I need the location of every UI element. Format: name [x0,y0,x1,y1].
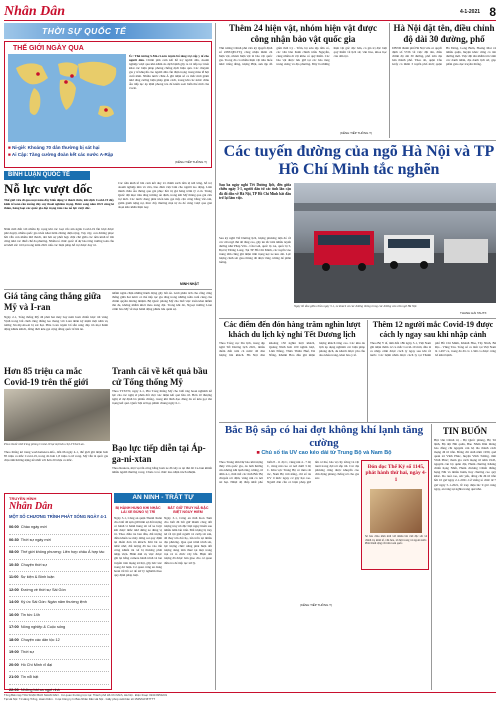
commentary-source: MINH NHẬT [180,282,200,286]
security-band-title: AN NINH - TRẬT TỰ [132,494,194,501]
tv-row [9,560,109,573]
sea-box [361,460,429,570]
tv-program: Chuyện các dân tộc 12 [20,637,60,642]
world-today-text: Úc: Thủ tướng S.Mô-ri-xơn tuyên bố tăng trợ cấp y tế cho người dân. Chính phủ cam kết hỗ trợ người dân, doanh nghiệp vượt qua khó khăn do dịch bệnh gây ra và tiếp tục triển khai các biện pháp phòng chống dịch hiệu quả. Các chuyên gia y tế khuyến cáo người dân cần thận trọng trong mùa lễ hội cuối năm. Nhiều nước châu Á ghi nhận số ca mắc mới giảm nhờ tăng cường biện pháp giãn cách, trong khi các nước châu Âu tiếp tục áp lệnh phong tỏa để kiểm soát biến thể mới của vi-rút. [129,54,209,91]
storm-title: Bạo lực tiếp diễn tại Áp-ga-ni-xtan [112,443,206,464]
hero-body: Sau kỳ nghỉ Tết Dương lịch, lượng phương tiện đổ về các cửa ngõ thủ đô tăng cao, gây ùn tắc trên nhiều tuyến đường như Pháp Vân - Cầu Giẽ, quốc lộ 1A, quốc lộ 5, Đại lộ Thăng Long. Tại TP Hồ Chí Minh, các tuyến vào trung tâm cũng ghi nhận tình trạng kẹt xe kéo dài. Lực lượng cảnh sát giao thông đã được tăng cường để phân luồng. [219,236,291,265]
tourism-title: Các điểm đến đón hàng trăm nghìn lượt khách du lịch kỳ nghỉ Tết Dương lịch [223,320,361,339]
tv-row [9,572,109,585]
artifact-body: Thủ tướng Chính phủ vừa ký Quyết định số 2283/QĐ-TTg công nhận thêm 24 hiện vật, nhóm hiện vật là bảo vật quốc gia. Trong đó có nhiều hiện vật tiêu biểu như: trống đồng, tượng Phật, sưu tập đồ gốm thời Lý - Trần, bộ sưu tập tiền cổ, các văn bản hành chính triều Nguyễn, cùng nhiều di vật khảo cổ quý hiếm. Các bảo vật được lưu giữ tại các bảo tàng trung ương và địa phương. Đây là những hiện vật gốc độc bản, có giá trị đặc biệt quý hiếm về lịch sử, văn hóa, khoa học của dân tộc. [219,46,387,67]
trump-title: Tranh cãi về kết quả bầu cử Tổng thống Mỹ [112,366,208,387]
security-item2-title: BẮT GIỮ TRUY NÃ ĐẶC BIỆT NGUY HIỂM [167,506,209,515]
tv-program: Ký ức Sài Gòn: Ngàn năm thường lệnh [20,600,87,604]
page-number: 8 [489,5,496,19]
hanoi-body: UBND thành phố Hà Nội vừa có quyết định số 5726 về việc đặt tên, điều chỉnh độ dài 30 đường, phố trên địa bàn thành phố. Theo đó, quận Cầu Giấy có thêm 3 tuyến phố mới; quận Hà Đông, Long Biên, Hoàng Mai và nhiều quận, huyện khác cũng có tên đường mới. Việc đặt tên nhằm tôn vinh các danh nhân, địa danh lịch sử, góp phần giáo dục truyền thống. [392,46,496,67]
world-bottom-line-1: Ni-giê: Khoảng 70 dân thường bị sát hại [12,145,100,150]
world-bullet-1: Úc: Thủ tướng S.Mô-ri-xơn tuyên bố tăng trợ cấp y tế cho người dân. [129,54,209,63]
world-today-title: THẾ GIỚI NGÀY QUA [13,45,84,52]
vert-divider-2 [389,23,390,138]
commentary-body: Năm mới đến với nhiều hy vọng khi các loại vắc-xin ngừa Covid-19 lần lượt được phê duyệt, nhiều quốc gia triển khai tiêm chủng diện rộng. Tuy vậy, con đường phục hồi vẫn còn nhiều thử thách, đòi hỏi sự phối hợp chặt chẽ giữa các nền kinh tế lớn cũng như các thiết chế đa phương. Nhiều tổ chức quốc tế dự báo tăng trưởng toàn cầu sẽ khởi sắc trở lại trong năm 2021 nếu các biện pháp hỗ trợ được duy trì. [4,227,114,248]
vert-divider-3 [367,320,368,422]
world-today-source: (KÊNH TIẾP THÔNG T) [175,160,207,164]
hk-title: Hơn 85 triệu ca mắc Covid-19 trên thế giới [4,366,89,387]
tv-time: 12:00 [9,587,19,592]
divider-4 [219,422,496,423]
tv-time: 17:00 [9,625,19,629]
tv-logo: Nhân Dân [9,501,53,512]
tv-program: Nông nghiệp & Cuộc sống [20,625,66,629]
hk-caption: Phun thuốc khử trùng phòng Covid-19 tại một khu chợ ở Thái Lan. [4,442,85,446]
footer-rule [4,692,496,693]
tv-time: 20:00 [9,662,19,667]
brief-title: TIN BUỔN [442,426,488,436]
tv-time: 19:00 [9,650,19,654]
tv-time: 10:30 [9,562,19,567]
tv-row [9,597,109,610]
hanoi-title: Hà Nội đặt tên, điều chỉnh độ dài 30 đường, phố [393,23,495,44]
masthead-logo: Nhân Dân [4,4,66,19]
world-today-box [4,41,212,168]
hk-body: Theo thống kê trang worldometers.info, đến 6h ngày 4-1, thế giới ghi nhận hơn 85 triệu ca mắc Covid-19, trong đó hơn 1,8 triệu ca tử vong. Mỹ vẫn là quốc gia chịu ảnh hưởng nặng nề nhất với hơn 20 triệu ca mắc. [4,450,108,463]
oil-body: Ngày 2-1, Tổng thống Mỹ đã phái hai máy bay ném bom chiến lược tới vùng Vịnh trong bối cảnh căng thẳng leo thang với I-ran nhân kỷ niệm một năm vụ tướng Xô-lây-ma-ni bị sát hại. Phía I-ran tuyên bố sẵn sàng đáp trả mọi hành động khiêu khích, đồng thời kêu gọi cộng đồng quốc tế lên án. [4,315,108,332]
hk-photo [4,389,110,441]
hero-source: THANH HẢI TAUTX [460,311,487,315]
hero-title: Các tuyến đường của ngõ Hà Nội và TP Hồ Chí Minh tắc nghẽn [223,143,495,178]
security-item2-body: Ngày 3-1, Công an tỉnh Kon Tum cho biết đã bắt giữ thành công đối tượng truy nã đặc biệt nguy hiểm sau nhiều năm lẩn trốn. Đối tượng bị truy nã về tội giết người và cướp tài sản, đã thay tên đổi họ, lẩn trốn tại nhiều địa phương. Qua quá trình trinh sát, lực lượng chức năng phát hiện đối tượng đang làm thuê tại một trang trại và tổ chức vây bắt. Hiện đối tượng đã được bàn giao cho cơ quan điều tra để tiếp tục xử lý. [164,516,212,565]
commentary-band: BÌNH LUẬN QUỐC TẾ [4,171,90,180]
world-bottom-line-2: Ai Cập: Tăng cường đoàn kết các nước A-Rập [11,152,114,157]
sea-box-title: Đón đọc Thế Kỷ số 1145, phát hành thứ hai, ngày 4-1 [365,464,427,483]
storm-body: Theo Reuters, một vụ tấn công bằng bom xe đã xảy ra tại thủ đô Ca-bun khiến nhiều người thương vong. Chưa có tổ chức nào nhận trách nhiệm. [112,466,212,475]
tv-program: Hồ Chí Minh vĩ đại [20,662,53,667]
section-bar [4,23,212,39]
footer-line-2: Tại Hà Nội: 71 Hàng Trống, Hoàn Kiếm · In tại Công ty In Báo Nhân Dân Hà Nội · Giấy phép xuất bản số 1545/GP-BTTTT [4,698,156,701]
tv-time: 06:30 [9,537,19,542]
tv-schedule-box [4,493,112,690]
tv-time: 08:00 [9,550,19,554]
vert-divider-4 [431,424,432,690]
artifact-title: Thêm 24 hiện vật, nhóm hiện vật được công nhận bảo vật quốc gia [229,23,377,44]
world-map [8,54,126,142]
tv-sub: TRUYỀN HÌNH [9,496,37,501]
commentary-lead: Thế giới vừa đi qua một năm đầy biến động vì thách thức, khi dịch Covid-19 đẩy kinh tế toàn cầu xuống đáy suy thoái nghiêm trọng. Bước sang năm 2021 cùng kì thâm, hàng loạt các quốc gia đặt trọng tâm vào nỗ lực vượt dốc. [4,198,114,211]
tv-row [9,610,109,623]
tv-time: 11:00 [9,575,19,579]
north-body: Theo Trung tâm Dự báo khí tượng thủy văn quốc gia, do ảnh hưởng của không khí lạnh tăng cường, từ đêm 4-1, thời tiết các tỉnh Bắc Bộ chuyển rét đậm, vùng núi có nơi rét hại. Nhiệt độ thấp nhất phổ biến 8 - 11 độ C, vùng núi 4 - 7 độ C, vùng núi cao có nơi dưới 3 độ C. Khu vực Trung Bộ có mưa rải rác, Nam Bộ trời nắng, chỉ số tia UV ở mức nguy cơ gây hại cao. Người dân cần có biện pháp giữ ấm cơ thể, bảo vệ cây trồng và vật nuôi trong đợt rét sắp tới. Các địa phương cũng được khuyến cáo chủ động phòng chống rét cho gia súc. [219,460,359,485]
security-item1-title: BỊ HÀNH HUNG KHI NHẮC LÁI XE ĐÚNG VỊ TRÍ [115,506,161,515]
north-sub: ■ Chủ số tia UV cao kéo dài từ Trung Bộ và Nam Bộ [256,450,392,456]
tv-row [9,647,109,660]
security-band [114,493,212,503]
hero-photo-graphic [294,183,496,303]
tv-time: 16:00 [9,612,19,617]
tv-heading: MỘT SỐ CHƯƠNG TRÌNH PHÁT SÓNG NGÀY 4-1 [9,514,107,519]
security-item1-body: Ngày 3-1, Công an quận Thanh Xuân cho biết đã tạm giữ hình sự đối tượng có hành vi hành hung tài xế xe buýt khi được nhắc nhở dừng xe đúng vị trí. Theo điều tra ban đầu, đối tượng điều khiển xe máy dừng sai quy định tại điểm đón trả khách. Khi lái xe nhắc nhở, đối tượng đã lao vào tấn công khiến tài xế bị thương phải nhập viện. Hình ảnh vụ việc được ghi lại bằng camera hành trình và lan truyền trên mạng xã hội, gây bức xúc trong dư luận. Cơ quan công an đang hoàn tất hồ sơ để xử lý nghiêm theo quy định pháp luật. [114,516,162,577]
hero-caption: Ngày tết đầu giữa chiều ngày 3-1, xe khách và các đường thông trong các đường vào cửa ngõ Hà Nội. [294,304,418,308]
artifact-source: (KÊNH TIẾP THÔNG T) [340,131,372,135]
sea-box-text: Số báo chào năm mới với nhiều bài viết đặc sắc về chính trị, kinh tế, văn hóa, xã hội trong và ngoài nước. Phát hành rộng rãi trên toàn quốc. [365,535,427,545]
tv-row [9,622,109,635]
tv-time: 14:00 [9,600,19,604]
hero-photo [294,183,496,303]
section-title: THỜI SỰ QUỐC TẾ [42,26,127,36]
tv-row [9,547,109,560]
tv-row [9,660,109,673]
masthead [4,4,496,21]
north-sub-text: Chủ số tia UV cao kéo dài từ Trung Bộ và Nam Bộ [261,450,392,456]
sea-box-cover [370,489,422,533]
tv-time: 18:00 [9,637,19,642]
tv-time: 21:00 [9,675,19,679]
commentary-col2: Các nền kinh tế lớn cam kết duy trì chính sách tiền tệ nới lỏng, hỗ trợ doanh nghiệp nhỏ và vừa, bảo đảm việc làm cho người lao động. Liên minh châu Âu thông qua gói phục hồi trị giá hàng trăm tỷ ơ-rô. Trung Quốc đặt mục tiêu tăng trưởng ổn định, trong khi Mỹ thông qua gói cứu trợ mới. Các nước đang phát triển kêu gọi tiếp cận công bằng vắc-xin, giảm gánh nặng nợ, thúc đẩy thương mại tự do để cùng vượt qua giai đoạn khó khăn hiện nay. [118,181,212,210]
tv-rows [9,522,109,696]
north-title: Bắc Bộ sắp có hai đợt không khí lạnh tăng cường [224,424,424,449]
tv-row [9,522,109,535]
oil-col2: nhằm ngăn chặn những hành động gây bất ổn. Giới phân tích cho rằng căng thẳng giữa hai nước có thể tiếp tục gia tăng trong những tuần cuối cùng của chính quyền đương nhiệm. Bộ Quốc phòng Mỹ cho biết việc triển khai nhằm răn đe, không nhằm khơi mào xung đột. Trong khi đó, Ngoại trưởng I-ran cảnh báo Mỹ về mọi hành động phiêu lưu quân sự. [112,291,212,312]
tv-program: Sự kiện & Bình luận [20,575,55,579]
divider-2 [219,140,496,141]
world-map-graphic [8,54,126,142]
tv-row [9,672,109,685]
oil-title: Giá tăng căng thẳng giữa Mỹ và I-ran [4,291,101,312]
tv-program: Tin tức 14h [20,612,40,617]
covid12-body: Theo Bộ Y tế, tính đến 18h ngày 3-1, Việt Nam ghi nhận thêm 12 ca mắc Covid-19 mới, đều là ca nhập cảnh được cách ly ngay sau khi về nước. Các bệnh nhân được cách ly tại Thành phố Hồ Chí Minh, Khánh Hòa, Tây Ninh, Bà Rịa - Vũng Tàu. Tổng số ca mắc tại Việt Nam là 1.497 ca, trong đó đã có 1.346 ca được công bố khỏi bệnh. [370,341,496,358]
tv-time: 06:00 [9,525,19,529]
divider-1 [4,289,212,290]
tourism-body: Theo Tổng cục Du lịch, trong dịp nghỉ Tết Dương lịch 2021, nhiều điểm đến trên cả nước đã đón lượng lớn khách. Hà Nội đón khoảng 150 nghìn lượt khách, Quảng Ninh hơn 100 nghìn lượt, Lâm Đồng, Thừa Thiên Huế, Đà Nẵng, Khánh Hòa đều ghi nhận lượng khách tăng cao. Các khu du lịch áp dụng nghiêm các biện pháp phòng dịch, du khách được yêu cầu đeo khẩu trang, khai báo y tế. [219,341,365,358]
footer-line-1: Tổng Biên tập TÒA SOẠN BÁO NHÂN DÂN · Cơ quan thường trực tại: Thành phố Hồ Chí Minh, Hà Nội · Điện thoại: 0243.8254231 [4,694,168,697]
world-bottom-1: ■ Ni-giê: Khoảng 70 dân thường bị sát hại [8,145,100,150]
tv-row [9,585,109,598]
vert-divider [215,23,216,690]
world-bottom-2: ■ Ai Cập: Tăng cường đoàn kết các nước A-Rập [8,152,114,157]
tv-program: Đường về thời sự Sài Gòn [20,587,66,592]
tv-program: Thời sự ngày mới [20,537,51,542]
tv-program: Thời sự [20,650,35,654]
tv-time: 22:00 [9,687,19,692]
covid12-title: Thêm 12 người mắc Covid-19 được cách ly ngay sau khi nhập cảnh [372,320,494,339]
hero-lead: Sau ba ngày nghỉ Tết Dương lịch, đến giữa chiều ngày 3-1, người dân từ các tỉnh lân cận đã đổ dồn về Hà Nội, TP Hồ Chí Minh bắt đầu trở lại làm việc. [219,183,291,201]
divider-3 [219,318,496,319]
tv-program: Chào ngày mới [20,525,47,529]
tv-row [9,535,109,548]
brief-body: Hội văn Chính trị - Bộ Quốc phòng, Bộ Tư lệnh, Bộ đội Hải quân, Báo Nhân Dân thông báo đồng chí nguyên cán bộ lão thành cách mạng đã từ trần. Đồng chí sinh năm 1930, quê quán xã Vĩnh Phúc, huyện Vĩnh Tường, tỉnh Vĩnh Phúc; tham gia cách mạng từ năm 1945, nguyên cán bộ quân đội, Huân chương Kháng chiến hạng Nhất, Huân chương Chiến thắng hạng Nhì và nhiều huân, huy chương cao quý khác. Do tuổi cao, sức yếu, đồng chí đã từ trần hồi 10 giờ ngày 2-1-2021. Lễ viếng tổ chức từ 7 giờ ngày 5-1-2021, lễ truy điệu lúc 9 giờ cùng ngày, an táng tại nghĩa trang quê nhà. [434,438,496,491]
tv-row [9,635,109,648]
trump-body: Theo TTXVN, ngày 2-1, Phó Tổng thống Mỹ cho biết ông hoan nghênh nỗ lực của các nghị sĩ phản đối việc xác nhận kết quả bầu cử. Hơn 10 thượng nghị sĩ dự định bỏ phiếu chống, trong khi lãnh đạo đảng đa số kêu gọi tôn trọng kết quả. Quốc hội sẽ họp phiên chung ngày 6-1. [112,389,212,406]
commentary-title: Nỗ lực vượt dốc [4,181,93,196]
north-source: (KÊNH TIẾP THÔNG T) [300,603,332,607]
masthead-date: 4-1-2021 [459,9,480,15]
tv-program: Chuyện thời sự [20,562,47,567]
tv-program: Tin nổi bật [20,675,39,679]
tv-program: Thế giới không phương: Liên hợp châu Á hợp tác [20,550,105,554]
tv-program: Những bài ca ngợi nhà [20,687,60,692]
